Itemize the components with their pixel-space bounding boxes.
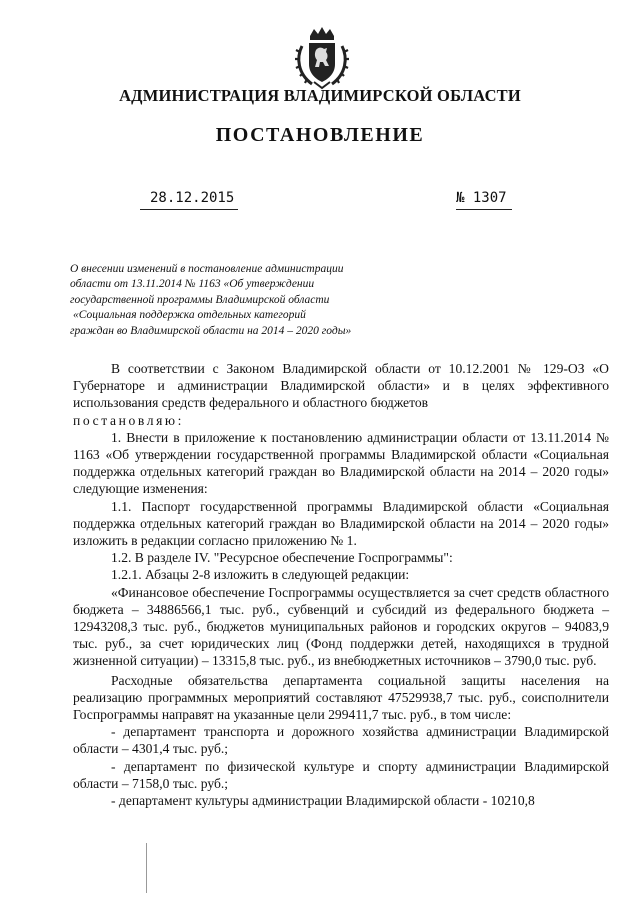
body-paragraph: - департамент культуры администрации Владимирской области - 10210,8 <box>111 793 535 809</box>
scan-artifact-line <box>146 843 147 893</box>
body-paragraph: - департамент транспорта и дорожного хозяйства администрации Владимирской области – 4301,4 тыс. руб.; <box>73 724 609 757</box>
body-paragraph: 1.1. Паспорт государственной программы Владимирской области «Социальная поддержка отдельных категорий граждан во Владимирской области на 2014 – 2020 годы» изложить в редакции согласно приложению № 1. <box>73 498 609 549</box>
body-paragraph-resolve: постановляю: <box>73 412 185 428</box>
body-paragraph: 1.2. В разделе IV. "Ресурсное обеспечение Госпрограммы": <box>111 550 453 566</box>
document-number: № 1307 <box>456 190 507 206</box>
document-subject <box>70 262 410 339</box>
date-underline <box>140 209 238 210</box>
subject-line: граждан во Владимирской области на 2014 – 2020 годы» <box>70 324 352 337</box>
body-paragraph: Расходные обязательства департамента социальной защиты населения на реализацию программных мероприятий составляют 47529938,7 тыс. руб., соисполнители Госпрограммы направят на указанные цели 299411,7 тыс. руб., в том числе: <box>73 672 609 723</box>
body-paragraph: 1. Внести в приложение к постановлению администрации области от 13.11.2014 № 1163 «Об утверждении государственной программы Владимирской области «Социальная поддержка отдельных категорий граждан во Владимирской области на 2014 – 2020 годы» следующие изменения: <box>73 429 609 497</box>
organization-title: АДМИНИСТРАЦИЯ ВЛАДИМИРСКОЙ ОБЛАСТИ <box>119 86 521 105</box>
body-paragraph: В соответствии с Законом Владимирской области от 10.12.2001 № 129-ОЗ «О Губернаторе и администрации Владимирской области» и в целях эффективного использования средств федерального и областного бюджетов <box>73 361 609 411</box>
body-paragraph: - департамент по физической культуре и спорту администрации Владимирской области – 7158,0 тыс. руб.; <box>73 758 609 791</box>
coat-of-arms-graphic <box>292 26 352 90</box>
subject-line: «Социальная поддержка отдельных категорий <box>73 309 306 322</box>
coat-of-arms-icon <box>292 26 352 90</box>
subject-line: области от 13.11.2014 № 1163 «Об утверждении <box>70 278 315 291</box>
number-underline <box>456 209 512 210</box>
document-type-title: ПОСТАНОВЛЕНИЕ <box>215 124 425 146</box>
body-paragraph: «Финансовое обеспечение Госпрограммы осуществляется за счет средств областного бюджета – 34886566,1 тыс. руб., субвенций и субсидий из федерального бюджета – 12943208,3 тыс. руб., бюджетов муниципальных районов и городских округов – 94083,9 тыс. руб., за счет юридических лиц (Фонд поддержки детей, находящихся в трудной жизненной ситуации) – 13315,8 тыс. руб., из внебюджетных источников – 3790,0 тыс. руб. <box>73 584 609 669</box>
body-paragraph: 1.2.1. Абзацы 2-8 изложить в следующей редакции: <box>111 567 410 583</box>
subject-line: О внесении изменений в постановление администрации <box>70 263 344 275</box>
subject-line: государственной программы Владимирской области <box>70 293 330 306</box>
document-date: 28.12.2015 <box>150 190 235 206</box>
document-body <box>73 360 609 809</box>
